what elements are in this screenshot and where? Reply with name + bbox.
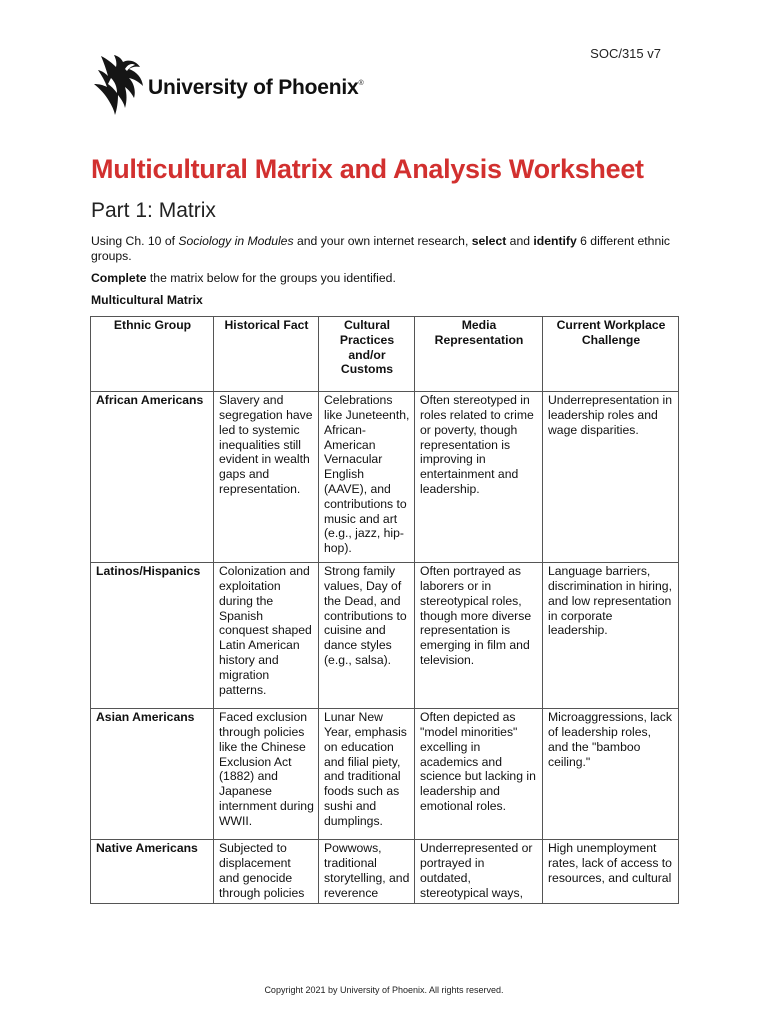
media-representation-cell: Often stereotyped in roles related to crime or poverty, though representation is improving in entertainment and leadership. (415, 392, 543, 563)
table-row (91, 709, 679, 840)
media-representation-cell: Underrepresented or portrayed in outdated, stereotypical ways, (415, 840, 543, 904)
intro-paragraph: Using Ch. 10 of Sociology in Modules and your own internet research, select and identify 6 different ethnic groups. (91, 234, 671, 263)
column-header-historical-fact: Historical Fact (214, 317, 319, 392)
cultural-practices-cell: Strong family values, Day of the Dead, and contributions to cuisine and dance styles (e.g., salsa). (319, 563, 415, 709)
historical-fact-cell: Faced exclusion through policies like the Chinese Exclusion Act (1882) and Japanese internment during WWII. (214, 709, 319, 840)
ethnic-group-cell: Latinos/Hispanics (91, 563, 214, 709)
ethnic-group-cell: Native Americans (91, 840, 214, 904)
column-header-ethnic-group: Ethnic Group (91, 317, 214, 392)
multicultural-matrix-table (90, 316, 679, 904)
workplace-challenge-cell: Microaggressions, lack of leadership roles, and the "bamboo ceiling." (543, 709, 679, 840)
media-representation-cell: Often portrayed as laborers or in stereotypical roles, though more diverse representation is emerging in film and television. (415, 563, 543, 709)
phoenix-bird-icon (91, 54, 147, 116)
copyright-footer: Copyright 2021 by University of Phoenix. All rights reserved. (264, 985, 504, 995)
workplace-challenge-cell: High unemployment rates, lack of access to resources, and cultural (543, 840, 679, 904)
column-header-media-representation: Media Representation (415, 317, 543, 392)
historical-fact-cell: Subjected to displacement and genocide through policies (214, 840, 319, 904)
media-representation-cell: Often depicted as "model minorities" excelling in academics and science but lacking in leadership and emotional roles. (415, 709, 543, 840)
column-header-workplace-challenge: Current Workplace Challenge (543, 317, 679, 392)
worksheet-title: Multicultural Matrix and Analysis Worksheet (91, 154, 644, 184)
cultural-practices-cell: Powwows, traditional storytelling, and reverence (319, 840, 415, 904)
cultural-practices-cell: Lunar New Year, emphasis on education and filial piety, and traditional foods such as sushi and dumplings. (319, 709, 415, 840)
historical-fact-cell: Colonization and exploitation during the Spanish conquest shaped Latin American history and migration patterns. (214, 563, 319, 709)
matrix-label: Multicultural Matrix (91, 293, 203, 307)
historical-fact-cell: Slavery and segregation have led to systemic inequalities still evident in wealth gaps and representation. (214, 392, 319, 563)
table-row (91, 840, 679, 904)
column-header-cultural-practices: Cultural Practices and/or Customs (319, 317, 415, 392)
part-heading: Part 1: Matrix (91, 199, 216, 222)
instruction-text: Complete the matrix below for the groups you identified. (91, 271, 396, 285)
workplace-challenge-cell: Language barriers, discrimination in hiring, and low representation in corporate leadership. (543, 563, 679, 709)
course-code: SOC/315 v7 (590, 46, 661, 61)
university-logo (91, 54, 364, 116)
logo-text: University of Phoenix® (148, 76, 364, 99)
ethnic-group-cell: African Americans (91, 392, 214, 563)
table-header-row (91, 317, 679, 392)
table-row (91, 563, 679, 709)
workplace-challenge-cell: Underrepresentation in leadership roles and wage disparities. (543, 392, 679, 563)
cultural-practices-cell: Celebrations like Juneteenth, African-American Vernacular English (AAVE), and contributions to music and art (e.g., jazz, hip-hop). (319, 392, 415, 563)
table-row (91, 392, 679, 563)
ethnic-group-cell: Asian Americans (91, 709, 214, 840)
